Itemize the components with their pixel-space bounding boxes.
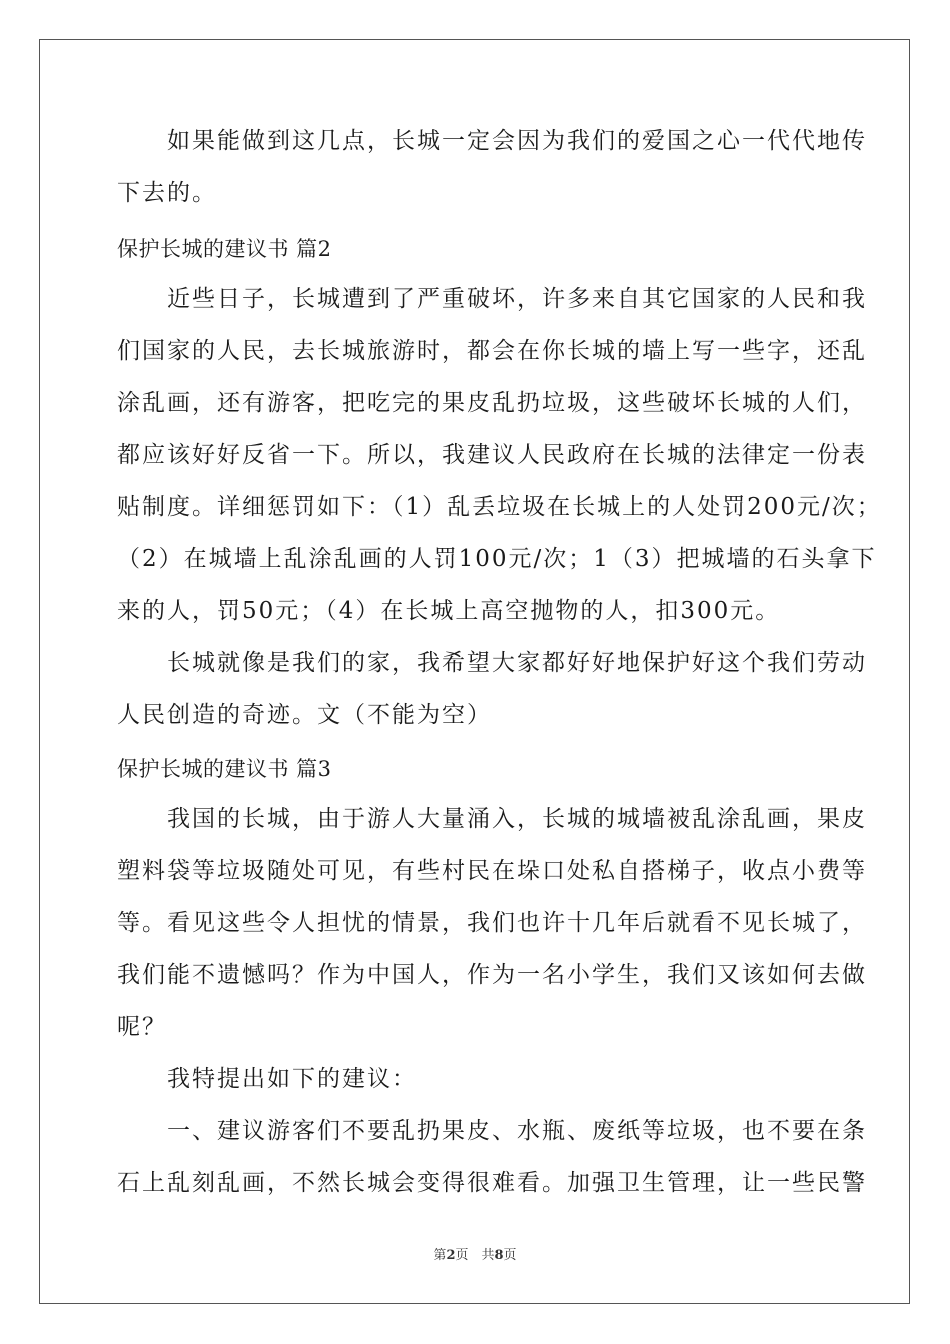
page-number: 2 (446, 1248, 456, 1263)
text-line: （2）在城墙上乱涂乱画的人罚100元/次；1（3）把城墙的石头拿下 (117, 546, 877, 572)
page-footer (0, 1244, 950, 1263)
text-line: 一、建议游客们不要乱扔果皮、水瓶、废纸等垃圾，也不要在条 (117, 1118, 867, 1144)
text-line: 我们能不遗憾吗？作为中国人，作为一名小学生，我们又该如何去做 (117, 962, 867, 988)
text-line: 下去的。 (117, 180, 217, 206)
text-line: 人民创造的奇迹。文（不能为空） (117, 702, 492, 728)
text-line: 呢？ (117, 1014, 167, 1040)
text-line: 我特提出如下的建议： (117, 1066, 417, 1092)
section-heading: 保护长城的建议书 篇2 (117, 237, 332, 261)
page-suffix: 页 (503, 1248, 517, 1263)
section-heading: 保护长城的建议书 篇3 (117, 757, 332, 781)
text-line: 近些日子，长城遭到了严重破坏，许多来自其它国家的人民和我 (117, 286, 867, 312)
text-line: 我国的长城，由于游人大量涌入，长城的城墙被乱涂乱画，果皮 (117, 806, 867, 832)
page-middle: 页 共 (455, 1248, 495, 1263)
text-line: 等。看见这些令人担忧的情景，我们也许十几年后就看不见长城了， (117, 910, 867, 936)
text-line: 们国家的人民，去长城旅游时，都会在你长城的墙上写一些字，还乱 (117, 338, 867, 364)
text-line: 石上乱刻乱画，不然长城会变得很难看。加强卫生管理，让一些民警 (117, 1170, 867, 1196)
text-line: 长城就像是我们的家，我希望大家都好好地保护好这个我们劳动 (117, 650, 867, 676)
text-line: 涂乱画，还有游客，把吃完的果皮乱扔垃圾，这些破坏长城的人们， (117, 390, 867, 416)
text-line: 来的人，罚50元；（4）在长城上高空抛物的人，扣300元。 (117, 598, 781, 624)
text-line: 贴制度。详细惩罚如下：（1）乱丢垃圾在长城上的人处罚200元/次； (117, 494, 882, 520)
page-prefix: 第 (433, 1248, 447, 1263)
text-line: 都应该好好反省一下。所以，我建议人民政府在长城的法律定一份表 (117, 442, 867, 468)
page-total: 8 (494, 1248, 504, 1263)
text-line: 如果能做到这几点，长城一定会因为我们的爱国之心一代代地传 (117, 128, 867, 154)
text-line: 塑料袋等垃圾随处可见，有些村民在垛口处私自搭梯子，收点小费等 (117, 858, 867, 884)
